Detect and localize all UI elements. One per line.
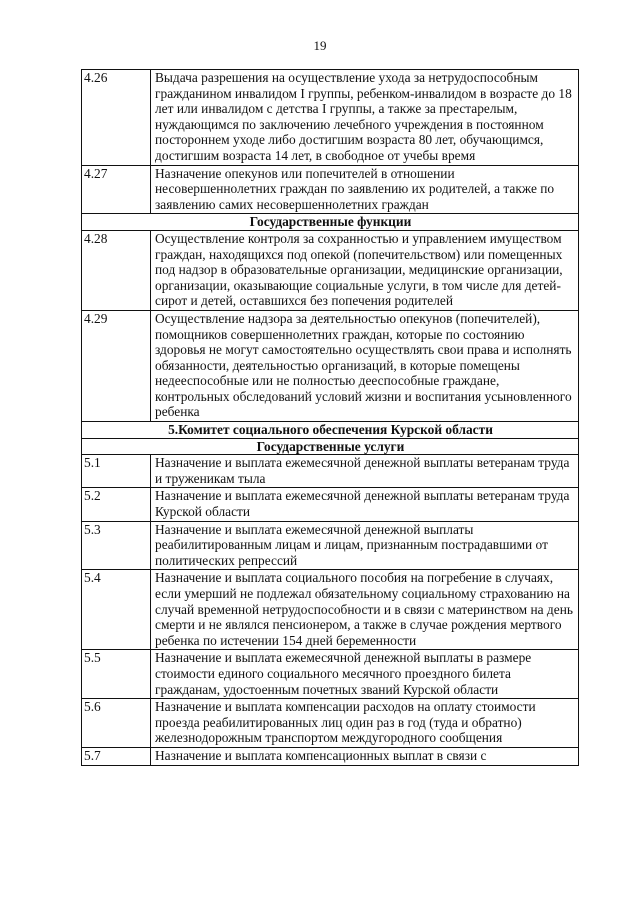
section-row [82, 214, 579, 231]
table-row [82, 455, 579, 488]
table-row [82, 521, 579, 570]
row-text: Назначение и выплата социального пособия на погребение в случаях, если умерший не подлежал обязательному социальному страхованию на случай временной нетрудоспособности и в связи с материнством на день смерти и не являлся пенсионером, а также в случае рождения мертвого ребенка по истечении 154 дней беременности [151, 570, 579, 650]
row-number: 5.7 [82, 747, 151, 765]
row-text: Осуществление надзора за деятельностью опекунов (попечителей), помощников совершеннолетних граждан, которые по состоянию здоровья не могут самостоятельно осуществлять свои права и исполнять обязанности, деятельностью организаций, в которые помещены недееспособные или не полностью дееспособные граждане, контрольных обследований условий жизни и воспитания усыновленного ребенка [151, 310, 579, 421]
row-number: 4.28 [82, 230, 151, 310]
table-row [82, 488, 579, 521]
row-text: Назначение и выплата ежемесячной денежной выплаты реабилитированным лицам и лицам, признанным пострадавшими от политических репрессий [151, 521, 579, 570]
row-number: 5.2 [82, 488, 151, 521]
table-row [82, 650, 579, 699]
row-number: 5.3 [82, 521, 151, 570]
section-heading: 5.Комитет социального обеспечения Курской области [82, 422, 579, 439]
section-row [82, 422, 579, 439]
row-number: 5.1 [82, 455, 151, 488]
table-row [82, 70, 579, 166]
table-row [82, 747, 579, 765]
table-row [82, 165, 579, 214]
row-text: Назначение и выплата ежемесячной денежной выплаты в размере стоимости единого социального месячного проездного билета гражданам, удостоенным почетных званий Курской области [151, 650, 579, 699]
row-number: 4.26 [82, 70, 151, 166]
row-text: Назначение и выплата ежемесячной денежной выплаты ветеранам труда и труженикам тыла [151, 455, 579, 488]
section-heading: Государственные услуги [82, 438, 579, 455]
section-heading: Государственные функции [82, 214, 579, 231]
row-number: 5.5 [82, 650, 151, 699]
row-text: Назначение и выплата компенсации расходов на оплату стоимости проезда реабилитированных лиц один раз в год (туда и обратно) железнодорожным транспортом междугородного сообщения [151, 699, 579, 748]
table-row [82, 310, 579, 421]
row-number: 5.6 [82, 699, 151, 748]
row-text: Осуществление контроля за сохранностью и управлением имуществом граждан, находящихся под опекой (попечительством) или помещенных под надзор в образовательные организации, медицинские организации, организации, оказывающие социальные услуги, в том числе для детей-сирот и детей, оставшихся без попечения родителей [151, 230, 579, 310]
table-row [82, 570, 579, 650]
table-row [82, 699, 579, 748]
row-number: 4.29 [82, 310, 151, 421]
row-number: 5.4 [82, 570, 151, 650]
row-text: Назначение и выплата ежемесячной денежной выплаты ветеранам труда Курской области [151, 488, 579, 521]
services-table [81, 69, 579, 766]
row-text: Назначение опекунов или попечителей в отношении несовершеннолетних граждан по заявлению их родителей, а также по заявлению самих несовершеннолетних граждан [151, 165, 579, 214]
page-number: 19 [313, 38, 327, 53]
table-row [82, 230, 579, 310]
row-text: Выдача разрешения на осуществление ухода за нетрудоспособным гражданином инвалидом I группы, ребенком-инвалидом в возрасте до 18 лет или инвалидом с детства I группы, а также за престарелым, нуждающимся по заключению лечебного учреждения в постоянном постороннем уходе либо достигшим возраста 80 лет, обучающимся, достигшим возраста 14 лет, в свободное от учебы время [151, 70, 579, 166]
row-text: Назначение и выплата компенсационных выплат в связи с [151, 747, 579, 765]
section-row [82, 438, 579, 455]
row-number: 4.27 [82, 165, 151, 214]
